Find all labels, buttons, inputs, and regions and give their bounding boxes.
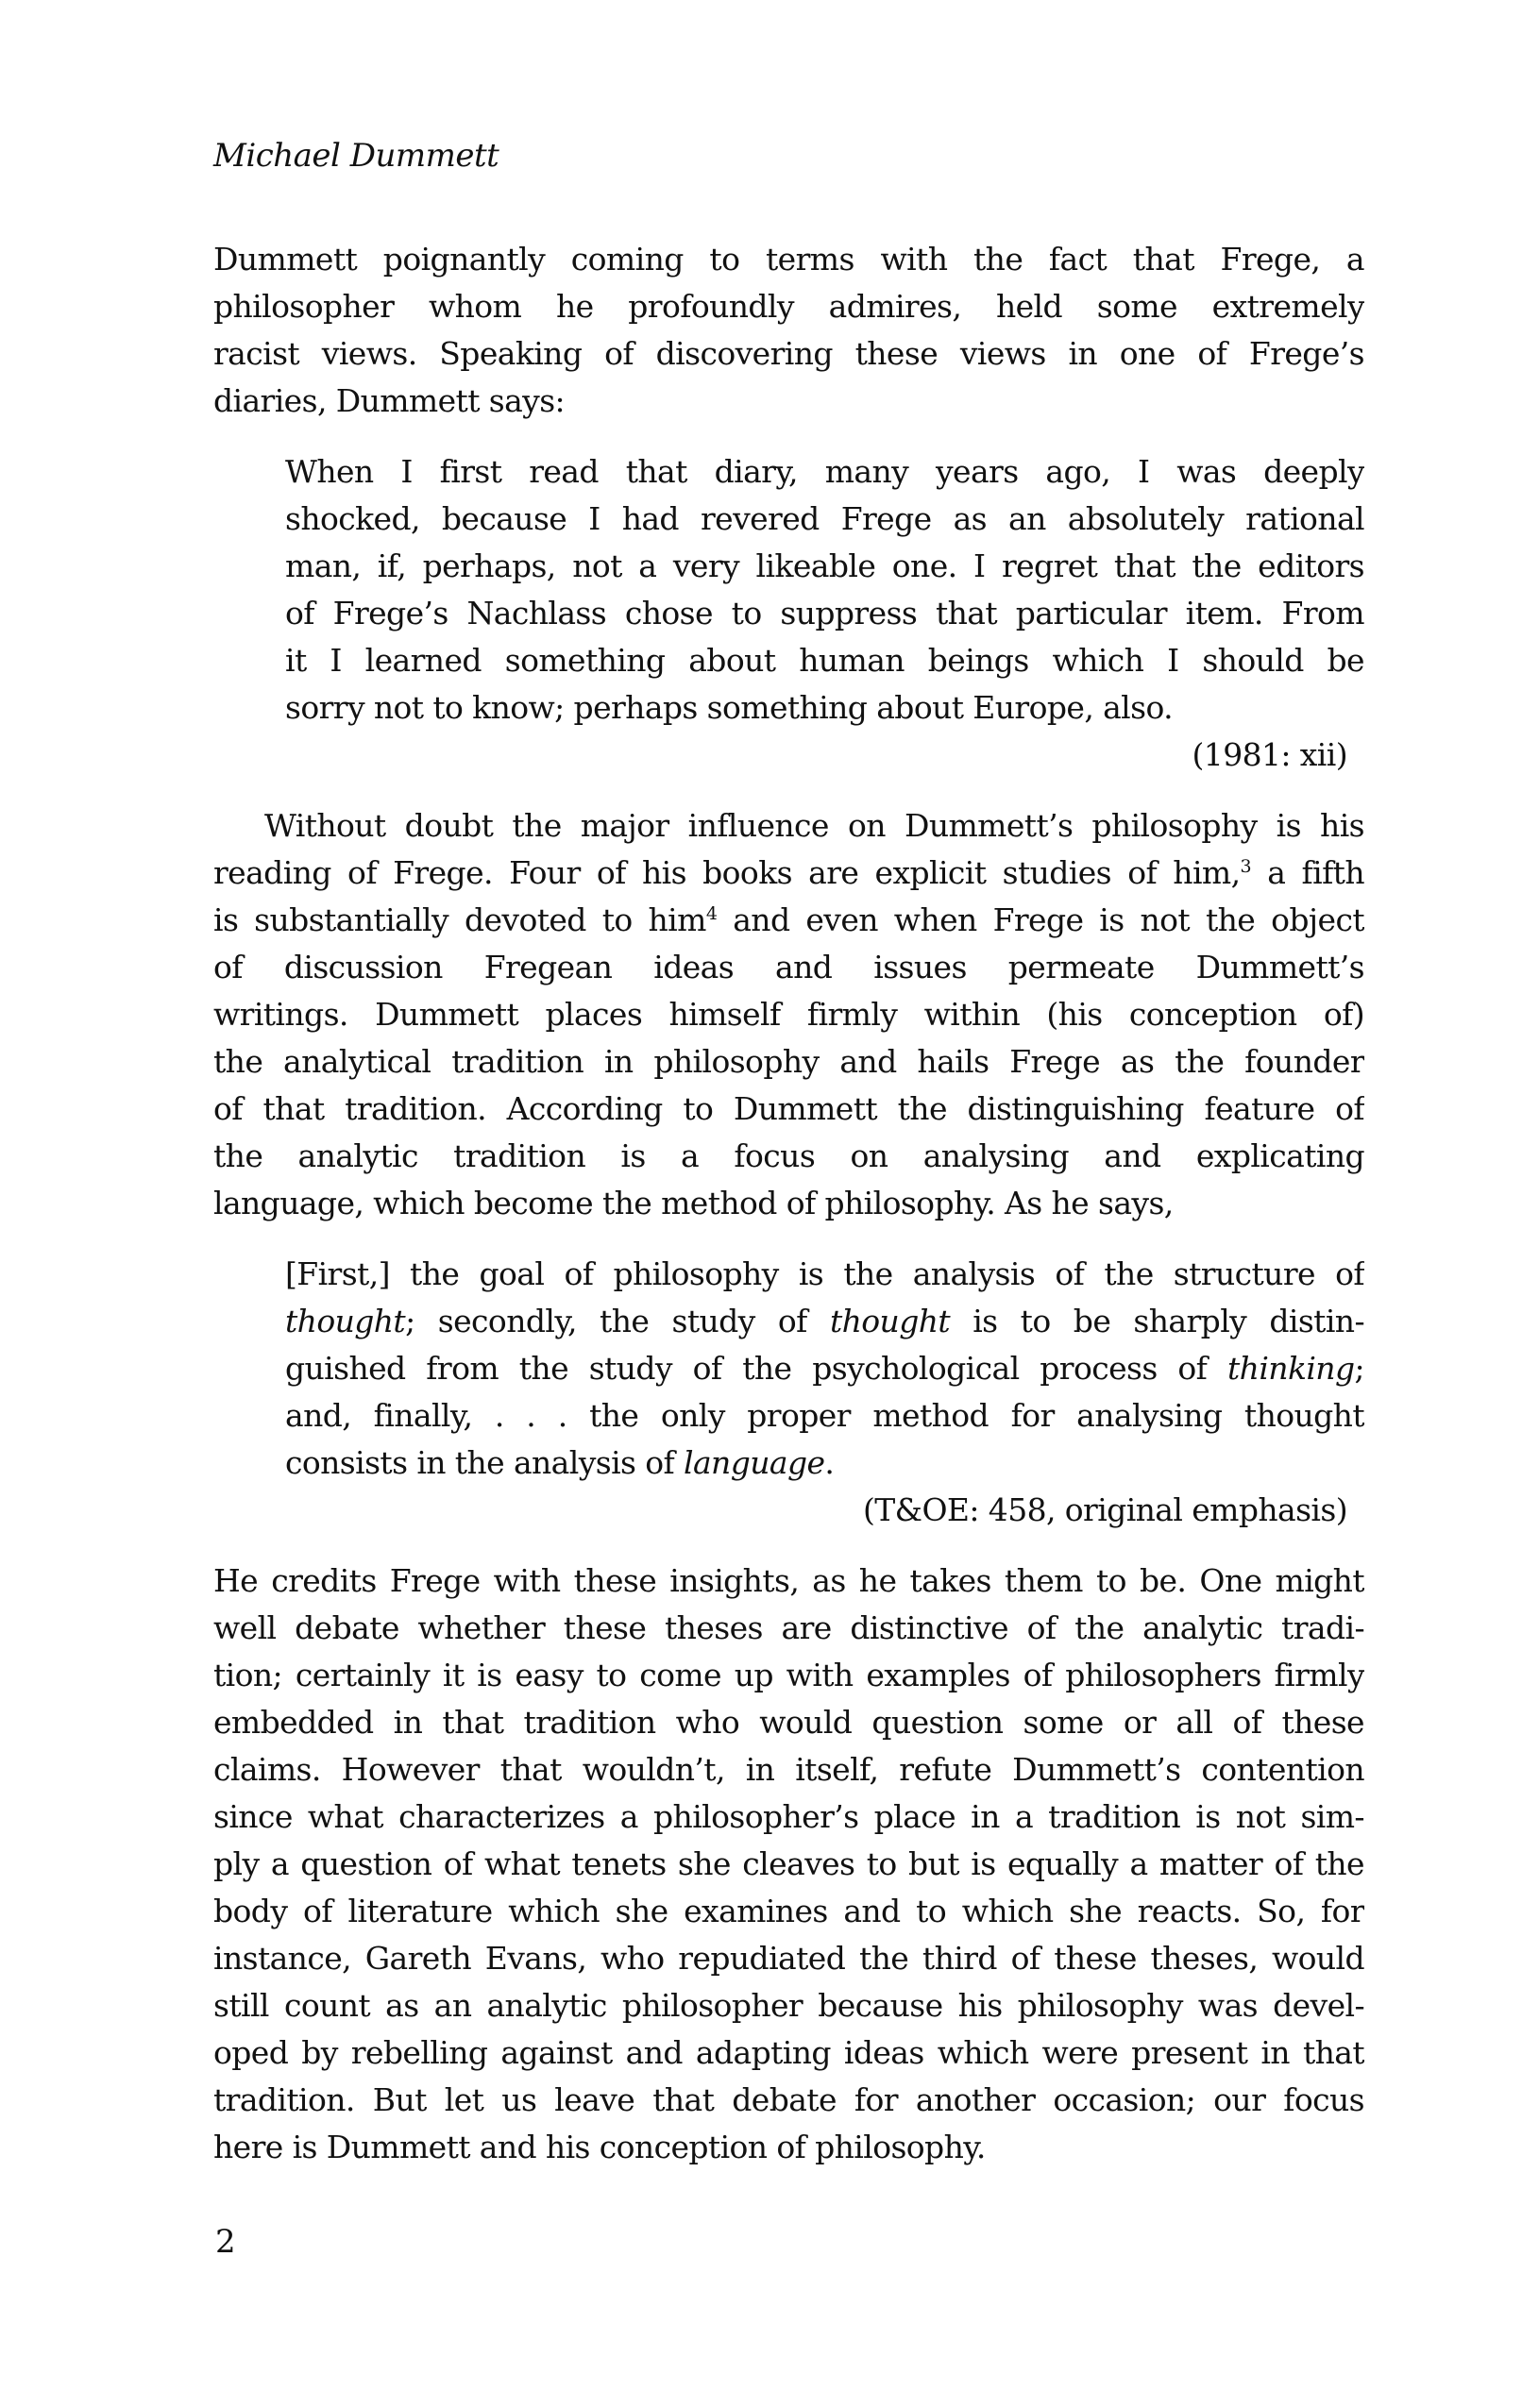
footnote-ref-4[interactable]: 4 — [705, 903, 718, 924]
text-line: tradition. But let us leave that debate for another occasion; our focus — [213, 2081, 1364, 2118]
text-line: tion; certainly it is easy to come up with examples of philosophers firmly — [213, 1657, 1364, 1693]
quote-citation: (1981: xii) — [1192, 736, 1347, 773]
text-span: consists in the analysis of — [285, 1444, 685, 1481]
quote-line: [First,] the goal of philosophy is the analysis of the structure of — [285, 1255, 1364, 1292]
text-line: Without doubt the major influence on Dummett’s philosophy is his — [264, 807, 1364, 844]
text-line: of that tradition. According to Dummett the distinguishing feature of — [213, 1090, 1364, 1127]
quote-citation: (T&OE: 458, original emphasis) — [863, 1491, 1347, 1528]
text-span: . — [824, 1444, 835, 1481]
text-line: embedded in that tradition who would question some or all of these — [213, 1704, 1364, 1741]
text-line: philosopher whom he profoundly admires, held some extremely — [213, 288, 1364, 325]
text-line — [213, 850, 1364, 897]
quote-line: and, finally, . . . the only proper method for analysing thought — [285, 1397, 1364, 1434]
text-line: claims. However that wouldn’t, in itself, refute Dummett’s contention — [213, 1751, 1364, 1788]
running-head: Michael Dummett — [213, 137, 499, 175]
quote-line: it I learned something about human beings which I should be — [285, 642, 1364, 679]
text-line: the analytic tradition is a focus on analysing and explicating — [213, 1137, 1364, 1174]
quote-line — [285, 1298, 1364, 1345]
text-line: ply a question of what tenets she cleaves to but is equally a matter of the — [213, 1845, 1364, 1882]
emphasis: thought — [829, 1303, 951, 1339]
text-line: since what characterizes a philosopher’s place in a tradition is not sim- — [213, 1798, 1364, 1835]
text-span: and even when Frege is not the object — [717, 901, 1364, 938]
text-line: still count as an analytic philosopher because his philosophy was devel- — [213, 1987, 1364, 2024]
text-line: Dummett poignantly coming to terms with the fact that Frege, a — [213, 241, 1364, 278]
text-line: well debate whether these theses are distinctive of the analytic tradi- — [213, 1609, 1364, 1646]
text-line: instance, Gareth Evans, who repudiated the third of these theses, would — [213, 1940, 1364, 1977]
text-line: the analytical tradition in philosophy and hails Frege as the founder — [213, 1043, 1364, 1080]
text-span: ; — [1354, 1350, 1364, 1387]
text-line: racist views. Speaking of discovering these views in one of Frege’s — [213, 335, 1364, 372]
emphasis: thought — [285, 1303, 406, 1339]
page-number: 2 — [215, 2223, 236, 2261]
text-span: is substantially devoted to him — [213, 901, 706, 938]
text-line — [213, 897, 1364, 944]
footnote-ref-3[interactable]: 3 — [1240, 856, 1251, 877]
text-line: language, which become the method of philosophy. As he says, — [213, 1185, 1174, 1221]
quote-line: man, if, perhaps, not a very likeable one. I regret that the editors — [285, 547, 1364, 584]
text-line: diaries, Dummett says: — [213, 382, 566, 419]
text-line: body of literature which she examines and to which she reacts. So, for — [213, 1893, 1364, 1929]
text-line: here is Dummett and his conception of philosophy. — [213, 2129, 986, 2165]
quote-line: shocked, because I had revered Frege as an absolutely rational — [285, 500, 1364, 537]
text-span: is to be sharply distin- — [950, 1303, 1364, 1339]
text-span: guished from the study of the psychological process of — [285, 1350, 1228, 1387]
text-line: oped by rebelling against and adapting ideas which were present in that — [213, 2034, 1364, 2071]
text-line: of discussion Fregean ideas and issues permeate Dummett’s — [213, 949, 1364, 985]
quote-line: When I first read that diary, many years ago, I was deeply — [285, 453, 1364, 490]
quote-line — [285, 1440, 1364, 1487]
text-span: reading of Frege. Four of his books are explicit studies of him, — [213, 854, 1241, 891]
quote-line: sorry not to know; perhaps something about Europe, also. — [285, 689, 1174, 726]
emphasis: language — [684, 1444, 825, 1481]
text-line: writings. Dummett places himself firmly within (his conception of) — [213, 996, 1364, 1033]
quote-line — [285, 1345, 1364, 1392]
text-line: He credits Frege with these insights, as he takes them to be. One might — [213, 1562, 1364, 1599]
text-span: a fifth — [1251, 854, 1364, 891]
text-span: ; secondly, the study of — [405, 1303, 830, 1339]
quote-line: of Frege’s Nachlass chose to suppress that particular item. From — [285, 595, 1364, 631]
emphasis: thinking — [1227, 1350, 1355, 1387]
